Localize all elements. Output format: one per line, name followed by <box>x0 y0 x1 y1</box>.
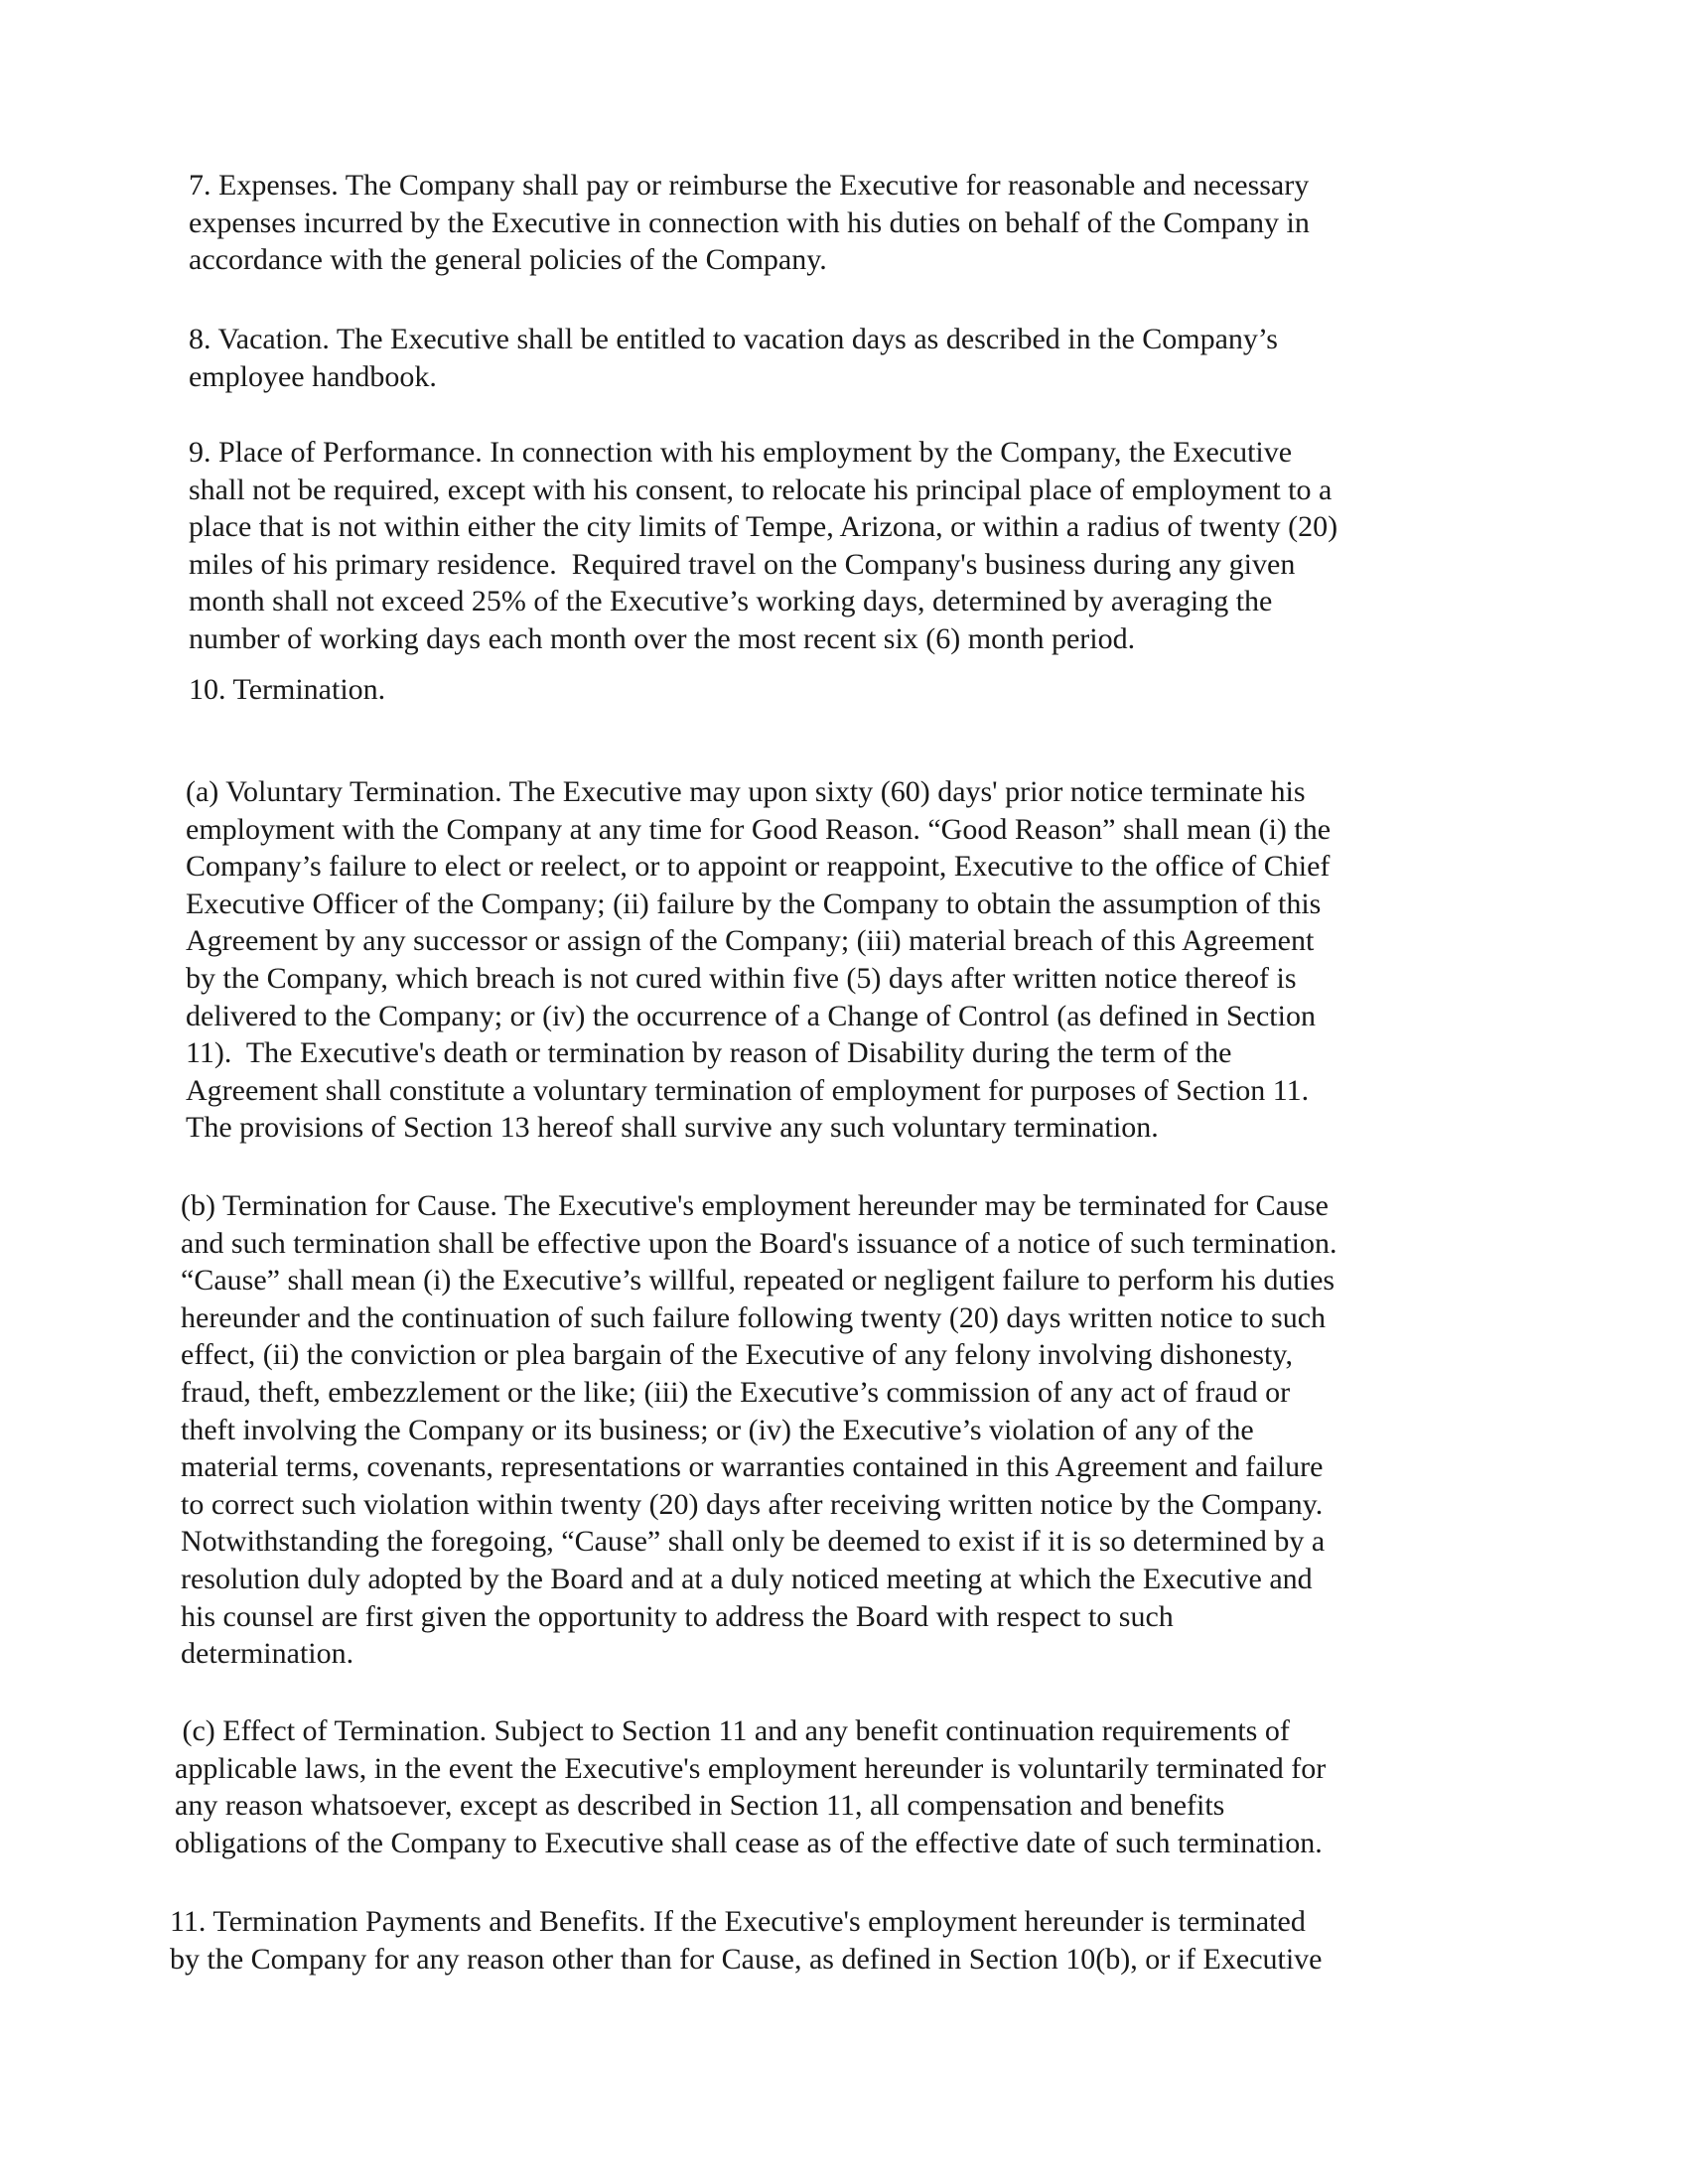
section-10a-voluntary-termination <box>186 773 1331 1147</box>
text-line: number of working days each month over the most recent six (6) month period. <box>189 621 1136 655</box>
text-line: The provisions of Section 13 hereof shall survive any such voluntary termination. <box>186 1111 1159 1145</box>
text-line: fraud, theft, embezzlement or the like; (iii) the Executive’s commission of any act of fraud or <box>181 1375 1291 1409</box>
text-line: 11. Termination Payments and Benefits. If the Executive's employment hereunder is terminated <box>170 1905 1306 1938</box>
text-line: month shall not exceed 25% of the Executive’s working days, determined by averaging the <box>189 585 1273 618</box>
text-line: hereunder and the continuation of such failure following twenty (20) days written notice to such <box>181 1300 1327 1334</box>
section-9-place-of-performance <box>189 434 1337 658</box>
text-line: (c) Effect of Termination. Subject to Section 11 and any benefit continuation requirements of <box>175 1714 1290 1747</box>
text-line: by the Company for any reason other than for Cause, as defined in Section 10(b), or if Executive <box>170 1942 1323 1976</box>
text-line: accordance with the general policies of the Company. <box>189 243 827 277</box>
section-11-termination-payments <box>170 1903 1323 1978</box>
text-line: resolution duly adopted by the Board and at a duly noticed meeting at which the Executive and <box>181 1562 1313 1595</box>
text-line: and such termination shall be effective upon the Board's issuance of a notice of such termination. <box>181 1226 1337 1260</box>
text-line: place that is not within either the city limits of Tempe, Arizona, or within a radius of twenty (20) <box>189 510 1338 544</box>
text-line: Executive Officer of the Company; (ii) failure by the Company to obtain the assumption of this <box>186 887 1322 920</box>
text-line: any reason whatsoever, except as described in Section 11, all compensation and benefits <box>175 1789 1225 1823</box>
text-line: “Cause” shall mean (i) the Executive’s willful, repeated or negligent failure to perform his duties <box>181 1264 1336 1297</box>
text-line: his counsel are first given the opportunity to address the Board with respect to such <box>181 1599 1174 1633</box>
section-10b-termination-for-cause <box>181 1187 1337 1673</box>
text-line: employment with the Company at any time for Good Reason. “Good Reason” shall mean (i) the <box>186 812 1332 846</box>
text-line: applicable laws, in the event the Executive's employment hereunder is voluntarily terminated for <box>175 1751 1327 1785</box>
text-line: (b) Termination for Cause. The Executive's employment hereunder may be terminated for Cause <box>181 1189 1329 1222</box>
text-line: delivered to the Company; or (iv) the occurrence of a Change of Control (as defined in Section <box>186 999 1316 1032</box>
text-line: 9. Place of Performance. In connection with his employment by the Company, the Executive <box>189 436 1293 469</box>
text-line: 10. Termination. <box>189 673 386 706</box>
text-line: shall not be required, except with his consent, to relocate his principal place of employment to a <box>189 473 1333 506</box>
text-line: material terms, covenants, representations or warranties contained in this Agreement and failure <box>181 1450 1324 1484</box>
section-8-vacation <box>189 321 1278 395</box>
section-10-termination <box>189 671 385 709</box>
text-line: (a) Voluntary Termination. The Executive may upon sixty (60) days' prior notice terminate his <box>186 775 1306 808</box>
text-line: Agreement shall constitute a voluntary termination of employment for purposes of Section 11. <box>186 1073 1310 1107</box>
text-line: Company’s failure to elect or reelect, or to appoint or reappoint, Executive to the office of Chief <box>186 850 1331 884</box>
section-7-expenses <box>189 167 1310 279</box>
text-line: Agreement by any successor or assign of the Company; (iii) material breach of this Agreement <box>186 924 1315 958</box>
text-line: obligations of the Company to Executive shall cease as of the effective date of such termination. <box>175 1826 1323 1859</box>
text-line: 7. Expenses. The Company shall pay or reimburse the Executive for reasonable and necessary <box>189 169 1310 202</box>
section-10c-effect-of-termination <box>175 1712 1326 1861</box>
text-line: employee handbook. <box>189 359 437 393</box>
text-line: Notwithstanding the foregoing, “Cause” shall only be deemed to exist if it is so determined by a <box>181 1525 1326 1559</box>
text-line: 8. Vacation. The Executive shall be entitled to vacation days as described in the Company’s <box>189 323 1278 355</box>
text-line: 11). The Executive's death or termination by reason of Disability during the term of the <box>186 1036 1232 1070</box>
text-line: theft involving the Company or its business; or (iv) the Executive’s violation of any of the <box>181 1413 1254 1446</box>
text-line: miles of his primary residence. Required travel on the Company's business during any given <box>189 547 1296 581</box>
text-line: by the Company, which breach is not cured within five (5) days after written notice thereof is <box>186 961 1297 995</box>
text-line: determination. <box>181 1637 354 1671</box>
text-line: effect, (ii) the conviction or plea bargain of the Executive of any felony involving dishonesty, <box>181 1338 1293 1372</box>
text-line: expenses incurred by the Executive in connection with his duties on behalf of the Company in <box>189 205 1310 239</box>
text-line: to correct such violation within twenty (20) days after receiving written notice by the Company. <box>181 1487 1324 1521</box>
